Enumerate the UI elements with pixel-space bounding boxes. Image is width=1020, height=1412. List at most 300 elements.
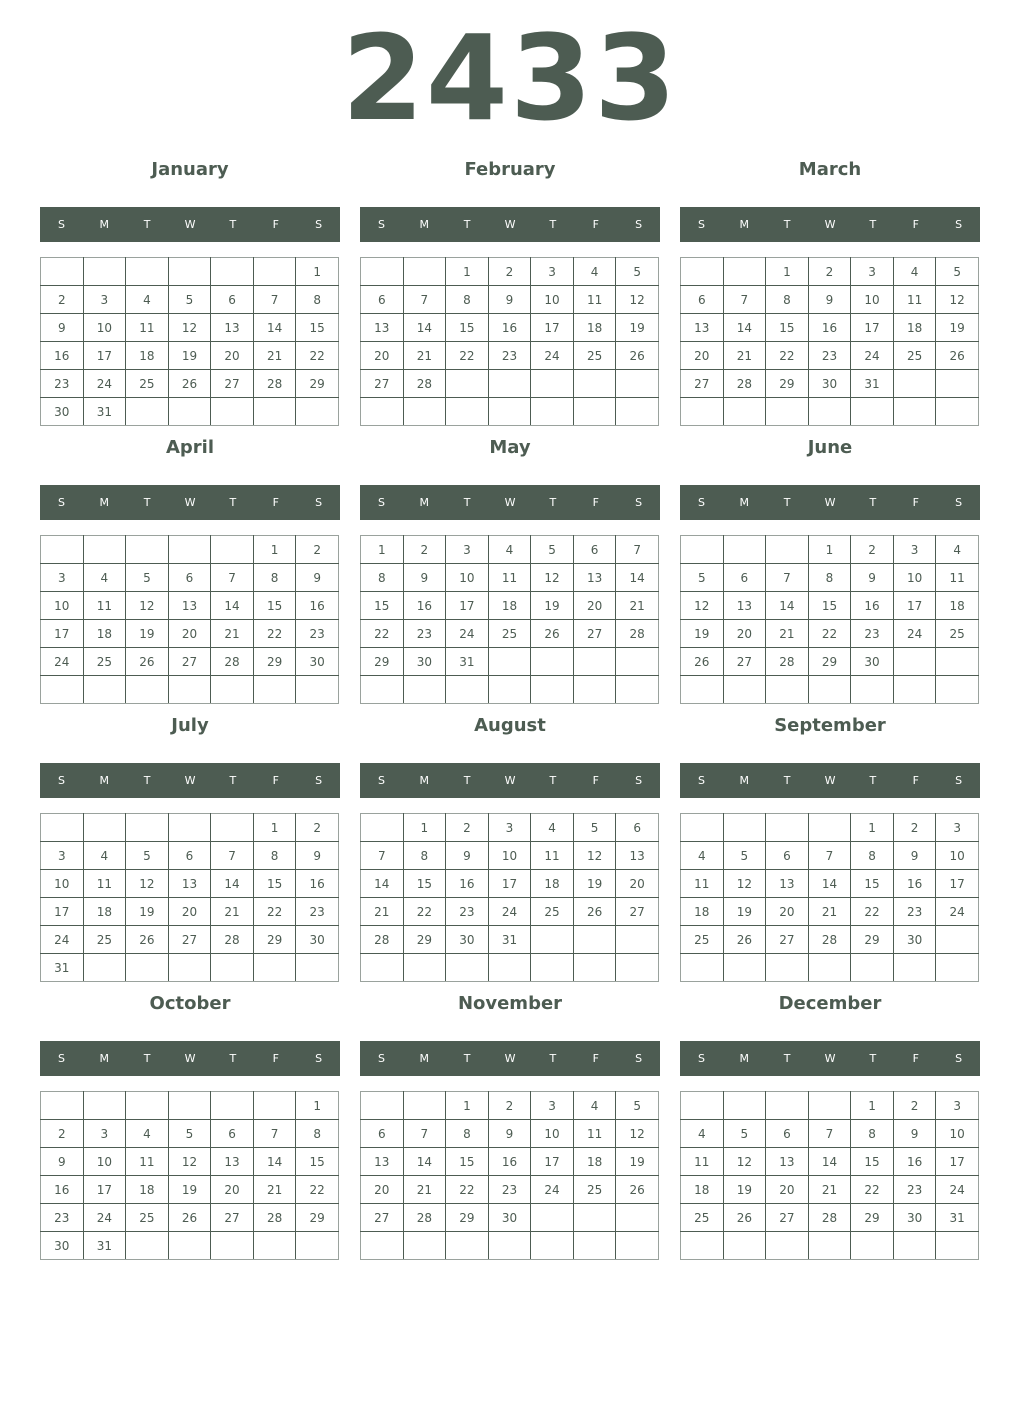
day-cell: 23: [403, 620, 446, 648]
day-cell: 24: [446, 620, 489, 648]
week-row: [681, 536, 979, 564]
day-cell: [766, 954, 809, 982]
day-cell: 14: [808, 1148, 851, 1176]
day-cell: 20: [361, 342, 404, 370]
week-row: [361, 926, 659, 954]
weekday-label: W: [824, 496, 836, 509]
week-row: [361, 370, 659, 398]
day-cell: 2: [446, 814, 489, 842]
day-cell: 10: [851, 286, 894, 314]
day-cell: 19: [723, 1176, 766, 1204]
day-cell: 23: [488, 342, 531, 370]
month-title: January: [151, 159, 229, 180]
day-cell: 15: [851, 870, 894, 898]
day-cell: [681, 814, 724, 842]
day-cell: [808, 1092, 851, 1120]
day-cell: 15: [446, 314, 489, 342]
day-cell: [488, 398, 531, 426]
day-cell: [531, 370, 574, 398]
day-cell: 27: [361, 370, 404, 398]
weekday-label: S: [635, 496, 643, 509]
day-cell: [681, 1232, 724, 1260]
day-cell: [766, 398, 809, 426]
day-cell: 11: [936, 564, 979, 592]
day-grid: [360, 813, 659, 982]
day-cell: [936, 954, 979, 982]
day-cell: 14: [723, 314, 766, 342]
week-row: [361, 592, 659, 620]
day-cell: 29: [361, 648, 404, 676]
day-cell: 1: [296, 1092, 339, 1120]
day-cell: [851, 676, 894, 704]
day-cell: 18: [681, 898, 724, 926]
day-grid: [40, 535, 339, 704]
week-row: [681, 398, 979, 426]
day-cell: [253, 1232, 296, 1260]
day-cell: 14: [361, 870, 404, 898]
day-cell: 26: [616, 342, 659, 370]
week-row: [41, 926, 339, 954]
day-cell: 1: [851, 1092, 894, 1120]
day-cell: 4: [126, 286, 169, 314]
weekday-label: T: [549, 496, 557, 509]
week-row: [41, 342, 339, 370]
day-cell: 16: [296, 870, 339, 898]
day-cell: 30: [893, 1204, 936, 1232]
weekday-label: M: [419, 496, 430, 509]
week-row: [361, 258, 659, 286]
day-cell: [893, 954, 936, 982]
day-cell: [126, 398, 169, 426]
weekday-label: F: [272, 1052, 279, 1065]
day-cell: 18: [573, 314, 616, 342]
day-cell: 27: [681, 370, 724, 398]
week-row: [41, 814, 339, 842]
week-row: [361, 1204, 659, 1232]
day-cell: 30: [41, 1232, 84, 1260]
day-cell: 23: [893, 898, 936, 926]
day-cell: 18: [488, 592, 531, 620]
day-cell: 1: [446, 258, 489, 286]
day-cell: 23: [488, 1176, 531, 1204]
day-cell: [488, 648, 531, 676]
day-cell: 22: [253, 620, 296, 648]
day-cell: 9: [296, 842, 339, 870]
day-cell: 30: [446, 926, 489, 954]
day-cell: 10: [83, 314, 126, 342]
year-title: 2433: [341, 9, 679, 147]
day-cell: 1: [851, 814, 894, 842]
day-cell: [893, 676, 936, 704]
day-cell: 2: [41, 1120, 84, 1148]
month-title: August: [474, 715, 546, 736]
week-row: [41, 1148, 339, 1176]
day-cell: [361, 954, 404, 982]
day-cell: [616, 676, 659, 704]
day-cell: [723, 1092, 766, 1120]
day-cell: 26: [723, 1204, 766, 1232]
weekday-label: S: [955, 218, 963, 231]
weekday-header: [40, 485, 340, 520]
day-cell: 2: [488, 258, 531, 286]
day-cell: 9: [41, 1148, 84, 1176]
week-row: [681, 286, 979, 314]
day-cell: 28: [766, 648, 809, 676]
week-row: [361, 676, 659, 704]
day-cell: 4: [83, 842, 126, 870]
weekday-label: T: [869, 496, 877, 509]
weekday-label: F: [272, 496, 279, 509]
day-cell: 9: [488, 1120, 531, 1148]
day-cell: 10: [936, 842, 979, 870]
day-cell: 19: [531, 592, 574, 620]
day-cell: [808, 954, 851, 982]
day-cell: 8: [851, 1120, 894, 1148]
day-cell: 15: [766, 314, 809, 342]
day-cell: [766, 814, 809, 842]
day-cell: 6: [681, 286, 724, 314]
day-cell: [361, 1092, 404, 1120]
day-cell: 3: [531, 258, 574, 286]
weekday-label: S: [635, 774, 643, 787]
day-cell: [573, 398, 616, 426]
day-cell: 5: [723, 842, 766, 870]
day-cell: 10: [936, 1120, 979, 1148]
day-cell: [296, 398, 339, 426]
day-cell: [83, 676, 126, 704]
weekday-label: M: [739, 218, 750, 231]
week-row: [681, 926, 979, 954]
day-cell: 16: [851, 592, 894, 620]
day-cell: 17: [531, 1148, 574, 1176]
weekday-label: S: [697, 1052, 705, 1065]
weekday-header: [680, 207, 980, 242]
day-cell: 29: [296, 370, 339, 398]
day-cell: 13: [766, 870, 809, 898]
day-cell: [488, 1232, 531, 1260]
day-cell: 22: [403, 898, 446, 926]
week-row: [681, 898, 979, 926]
weekday-label: S: [955, 496, 963, 509]
weekday-label: T: [463, 218, 471, 231]
day-cell: 11: [126, 314, 169, 342]
day-cell: [766, 536, 809, 564]
day-cell: 4: [893, 258, 936, 286]
day-cell: 8: [403, 842, 446, 870]
day-cell: 17: [446, 592, 489, 620]
day-cell: 25: [126, 1204, 169, 1232]
week-row: [361, 564, 659, 592]
weekday-label: S: [315, 774, 323, 787]
week-row: [361, 898, 659, 926]
day-cell: 12: [168, 314, 211, 342]
day-cell: 13: [361, 1148, 404, 1176]
day-cell: 28: [253, 1204, 296, 1232]
day-cell: 15: [403, 870, 446, 898]
day-cell: 28: [403, 1204, 446, 1232]
weekday-label: W: [504, 218, 516, 231]
day-cell: 30: [296, 648, 339, 676]
day-cell: 24: [83, 1204, 126, 1232]
day-cell: 14: [616, 564, 659, 592]
day-cell: 22: [361, 620, 404, 648]
day-cell: 29: [296, 1204, 339, 1232]
day-cell: 1: [296, 258, 339, 286]
day-cell: 10: [41, 592, 84, 620]
day-cell: 17: [531, 314, 574, 342]
day-cell: 8: [446, 286, 489, 314]
day-cell: 26: [723, 926, 766, 954]
day-cell: 16: [403, 592, 446, 620]
day-cell: 28: [361, 926, 404, 954]
day-cell: 27: [723, 648, 766, 676]
day-cell: 23: [41, 370, 84, 398]
day-cell: 10: [488, 842, 531, 870]
weekday-label: W: [824, 1052, 836, 1065]
day-cell: 13: [766, 1148, 809, 1176]
day-cell: 18: [126, 1176, 169, 1204]
day-grid: [40, 257, 339, 426]
day-cell: [211, 676, 254, 704]
weekday-label: M: [99, 1052, 110, 1065]
day-cell: 26: [531, 620, 574, 648]
weekday-label: T: [549, 774, 557, 787]
day-cell: 16: [446, 870, 489, 898]
day-cell: 8: [766, 286, 809, 314]
day-cell: 18: [893, 314, 936, 342]
day-cell: [488, 954, 531, 982]
weekday-label: W: [184, 774, 196, 787]
weekday-label: M: [99, 218, 110, 231]
month-title: September: [774, 715, 886, 736]
day-cell: [681, 536, 724, 564]
day-cell: 14: [211, 592, 254, 620]
day-grid: [40, 1091, 339, 1260]
day-cell: [573, 676, 616, 704]
day-cell: [936, 926, 979, 954]
day-cell: 9: [446, 842, 489, 870]
day-cell: 17: [936, 1148, 979, 1176]
day-cell: 18: [681, 1176, 724, 1204]
day-cell: [723, 954, 766, 982]
day-cell: 5: [168, 286, 211, 314]
day-cell: 7: [403, 1120, 446, 1148]
day-cell: 31: [488, 926, 531, 954]
weekday-label: T: [143, 774, 151, 787]
day-cell: 25: [488, 620, 531, 648]
day-cell: 24: [851, 342, 894, 370]
day-cell: 24: [531, 342, 574, 370]
weekday-label: T: [229, 774, 237, 787]
day-cell: 4: [573, 1092, 616, 1120]
day-cell: 2: [851, 536, 894, 564]
day-cell: [723, 676, 766, 704]
day-cell: 15: [296, 314, 339, 342]
day-cell: [253, 398, 296, 426]
day-cell: [616, 954, 659, 982]
day-cell: [936, 1232, 979, 1260]
weekday-label: S: [377, 774, 385, 787]
day-cell: 1: [403, 814, 446, 842]
day-cell: [893, 648, 936, 676]
day-cell: 20: [681, 342, 724, 370]
day-cell: 23: [41, 1204, 84, 1232]
day-cell: 25: [83, 648, 126, 676]
day-cell: 2: [488, 1092, 531, 1120]
day-cell: [808, 398, 851, 426]
week-row: [41, 564, 339, 592]
weekday-label: T: [143, 218, 151, 231]
day-cell: 3: [936, 814, 979, 842]
day-cell: 27: [573, 620, 616, 648]
day-cell: [83, 258, 126, 286]
day-cell: 3: [531, 1092, 574, 1120]
day-cell: 19: [126, 620, 169, 648]
day-cell: [616, 926, 659, 954]
month-title: July: [171, 715, 209, 736]
day-cell: 13: [573, 564, 616, 592]
day-grid: [40, 813, 339, 982]
week-row: [681, 342, 979, 370]
week-row: [681, 814, 979, 842]
day-cell: [296, 676, 339, 704]
weekday-label: S: [57, 218, 65, 231]
day-cell: [893, 1232, 936, 1260]
week-row: [361, 1120, 659, 1148]
day-cell: 7: [403, 286, 446, 314]
day-cell: [296, 1232, 339, 1260]
day-cell: 22: [851, 898, 894, 926]
day-cell: 5: [168, 1120, 211, 1148]
day-cell: [168, 536, 211, 564]
day-cell: 15: [361, 592, 404, 620]
day-cell: 11: [573, 1120, 616, 1148]
day-cell: 10: [41, 870, 84, 898]
weekday-label: T: [549, 1052, 557, 1065]
day-grid: [680, 1091, 979, 1260]
day-cell: [83, 536, 126, 564]
weekday-header: [360, 485, 660, 520]
weekday-header: [40, 207, 340, 242]
day-cell: [573, 370, 616, 398]
day-cell: 17: [851, 314, 894, 342]
day-cell: 31: [936, 1204, 979, 1232]
week-row: [681, 370, 979, 398]
day-cell: 26: [936, 342, 979, 370]
day-cell: 20: [573, 592, 616, 620]
day-cell: 5: [126, 842, 169, 870]
month-title: October: [149, 993, 231, 1014]
day-cell: 17: [41, 620, 84, 648]
weekday-label: M: [739, 1052, 750, 1065]
day-cell: 7: [808, 1120, 851, 1148]
day-cell: [403, 1092, 446, 1120]
day-cell: 27: [361, 1204, 404, 1232]
day-cell: 12: [126, 592, 169, 620]
weekday-label: S: [377, 496, 385, 509]
day-cell: 12: [936, 286, 979, 314]
day-cell: 27: [766, 926, 809, 954]
day-cell: 29: [766, 370, 809, 398]
day-cell: 8: [361, 564, 404, 592]
weekday-label: F: [592, 774, 599, 787]
weekday-label: M: [99, 496, 110, 509]
day-cell: 4: [531, 814, 574, 842]
weekday-label: S: [57, 1052, 65, 1065]
day-cell: 12: [681, 592, 724, 620]
weekday-header: [680, 1041, 980, 1076]
day-cell: 22: [851, 1176, 894, 1204]
day-cell: 14: [403, 314, 446, 342]
day-cell: [766, 1092, 809, 1120]
day-cell: 6: [723, 564, 766, 592]
day-cell: 27: [211, 370, 254, 398]
day-cell: 24: [41, 648, 84, 676]
day-cell: 6: [766, 1120, 809, 1148]
day-cell: 24: [531, 1176, 574, 1204]
day-cell: [168, 1092, 211, 1120]
day-cell: 18: [531, 870, 574, 898]
weekday-label: T: [229, 1052, 237, 1065]
day-cell: 27: [168, 926, 211, 954]
month-title: June: [807, 437, 853, 458]
week-row: [41, 592, 339, 620]
day-cell: 18: [126, 342, 169, 370]
day-cell: 20: [211, 1176, 254, 1204]
weekday-label: S: [315, 496, 323, 509]
week-row: [681, 620, 979, 648]
week-row: [41, 676, 339, 704]
day-cell: 13: [211, 1148, 254, 1176]
day-cell: 31: [83, 398, 126, 426]
week-row: [681, 1120, 979, 1148]
day-cell: 27: [168, 648, 211, 676]
day-cell: 15: [851, 1148, 894, 1176]
day-cell: 18: [573, 1148, 616, 1176]
day-grid: [360, 1091, 659, 1260]
day-cell: [681, 398, 724, 426]
day-cell: 22: [446, 342, 489, 370]
day-cell: 12: [616, 286, 659, 314]
day-cell: 29: [403, 926, 446, 954]
day-cell: 28: [808, 926, 851, 954]
day-cell: 21: [403, 342, 446, 370]
week-row: [681, 676, 979, 704]
day-cell: 16: [41, 1176, 84, 1204]
day-cell: [83, 954, 126, 982]
day-grid: [360, 257, 659, 426]
day-cell: 14: [808, 870, 851, 898]
weekday-label: W: [184, 496, 196, 509]
day-cell: 17: [893, 592, 936, 620]
weekday-header: [40, 1041, 340, 1076]
week-row: [361, 648, 659, 676]
week-row: [361, 314, 659, 342]
day-cell: [126, 258, 169, 286]
weekday-label: W: [504, 774, 516, 787]
day-cell: 4: [488, 536, 531, 564]
day-cell: 5: [616, 258, 659, 286]
day-cell: 21: [253, 342, 296, 370]
day-cell: 25: [126, 370, 169, 398]
weekday-label: T: [783, 774, 791, 787]
day-cell: [211, 1092, 254, 1120]
day-cell: 11: [681, 870, 724, 898]
weekday-label: S: [697, 218, 705, 231]
day-cell: 9: [851, 564, 894, 592]
day-cell: 28: [808, 1204, 851, 1232]
weekday-label: W: [824, 774, 836, 787]
